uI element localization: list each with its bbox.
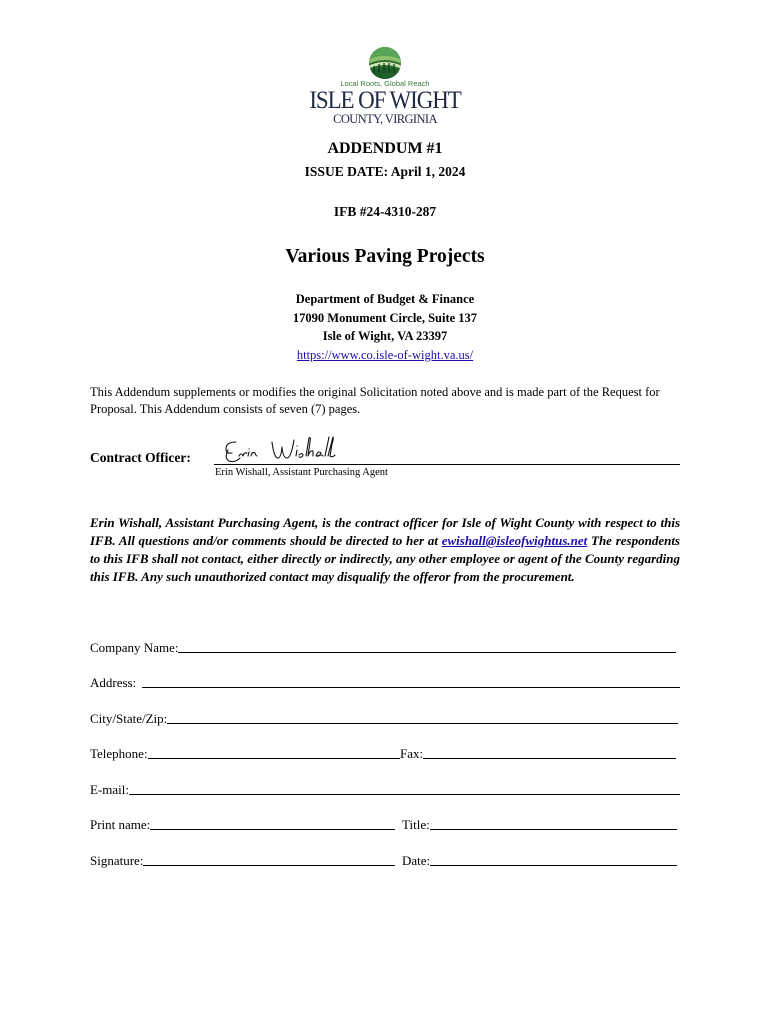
city-state-zip-line[interactable] — [167, 723, 678, 724]
ifb-number: IFB #24-4310-287 — [333, 204, 437, 219]
county-logo — [300, 44, 470, 126]
handwritten-signature — [222, 434, 362, 466]
addendum-heading: ADDENDUM #1 — [327, 140, 443, 157]
county-emblem-icon — [368, 46, 402, 80]
company-name-field[interactable] — [90, 640, 676, 656]
email-label: E-mail: — [90, 782, 129, 797]
address-label: Address: — [90, 675, 137, 690]
print-name-line[interactable] — [150, 829, 395, 830]
signature-field[interactable] — [90, 853, 395, 869]
email-line[interactable] — [129, 794, 680, 795]
notice-text-2: The respondents to this IFB shall not contact, either directly or indirectly, any other employee or agent of the County regarding this IFB. Any such unauthorized contact may disqualify the offeror from the procurement. — [90, 533, 680, 584]
notice-text-1: Erin Wishall, Assistant Purchasing Agent, is the contract officer for Isle of Wight County with respect to this IFB. All questions and/or comments should be directed to her at — [90, 515, 680, 548]
company-name-line[interactable] — [178, 652, 676, 653]
title-field[interactable] — [402, 817, 677, 833]
fax-label: Fax: — [400, 746, 424, 761]
telephone-field[interactable] — [90, 746, 400, 762]
date-line[interactable] — [430, 865, 677, 866]
print-name-label: Print name: — [90, 817, 151, 832]
email-field[interactable] — [90, 782, 680, 798]
print-name-field[interactable] — [90, 817, 395, 833]
signature-label: Signature: — [90, 853, 144, 868]
telephone-label: Telephone: — [90, 746, 148, 761]
city-state-zip: Isle of Wight, VA 23397 — [322, 329, 448, 343]
title-line[interactable] — [430, 829, 677, 830]
company-name-label: Company Name: — [90, 640, 179, 655]
county-website-link[interactable]: https://www.co.isle-of-wight.va.us/ — [296, 348, 474, 362]
telephone-line[interactable] — [148, 758, 400, 759]
date-field[interactable] — [402, 853, 677, 869]
street-address: 17090 Monument Circle, Suite 137 — [292, 311, 478, 325]
contract-officer-email-link[interactable]: ewishall@isleofwightus.net — [441, 533, 588, 548]
city-state-zip-label: City/State/Zip: — [90, 711, 168, 726]
address-field[interactable] — [90, 675, 680, 691]
signature-input-line[interactable] — [143, 865, 395, 866]
contract-officer-label: Contract Officer: — [90, 450, 191, 465]
issue-date: ISSUE DATE: April 1, 2024 — [304, 164, 466, 179]
city-state-zip-field[interactable] — [90, 711, 678, 727]
logo-tagline: Local Roots, Global Reach — [340, 79, 430, 88]
fax-line[interactable] — [423, 758, 676, 759]
contact-notice-paragraph — [90, 514, 680, 586]
title-label: Title: — [402, 817, 430, 832]
intro-paragraph: This Addendum supplements or modifies the original Solicitation noted above and is made part of the Request for Proposal. This Addendum consists of seven (7) pages. — [90, 385, 660, 416]
department-name: Department of Budget & Finance — [295, 292, 475, 306]
document-title: Various Paving Projects — [285, 246, 485, 267]
address-line[interactable] — [142, 687, 680, 688]
fax-field[interactable] — [400, 746, 676, 762]
logo-subtitle: COUNTY, VIRGINIA — [333, 112, 437, 126]
contract-officer-caption: Erin Wishall, Assistant Purchasing Agent — [215, 467, 388, 478]
logo-name: ISLE OF WIGHT — [309, 87, 461, 114]
date-label: Date: — [402, 853, 431, 868]
